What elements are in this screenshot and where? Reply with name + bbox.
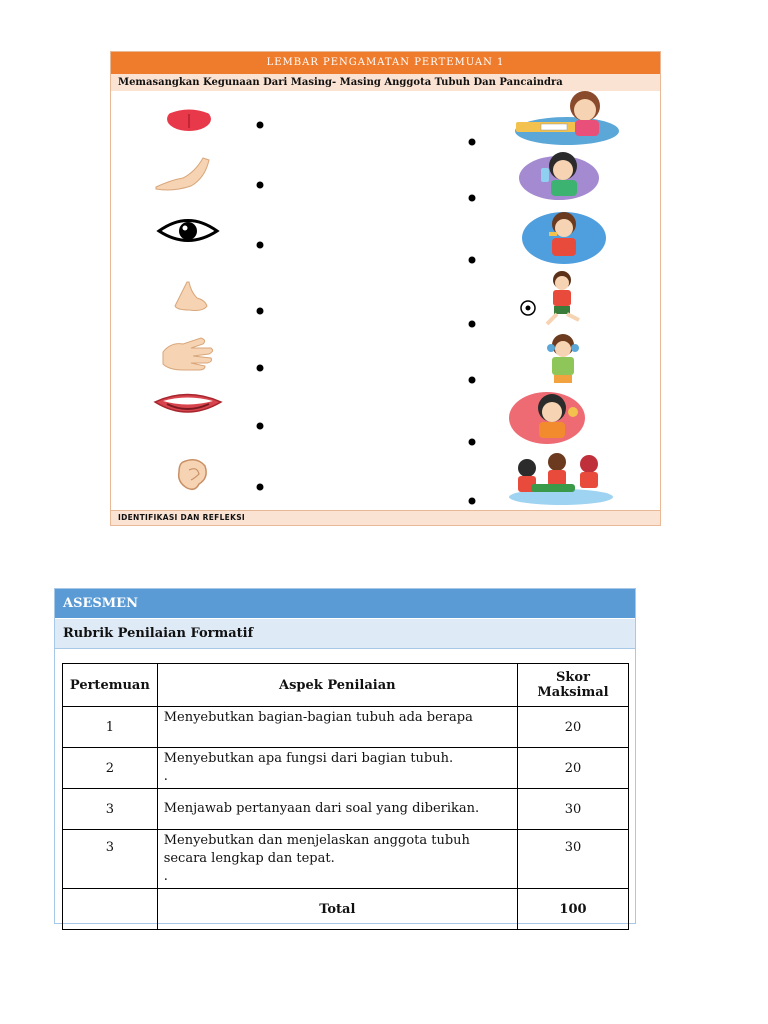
worksheet-title: LEMBAR PENGAMATAN PERTEMUAN 1 (111, 52, 660, 74)
observation-worksheet (110, 51, 661, 526)
worksheet-footer: IDENTIFIKASI DAN REFLEKSI (111, 510, 660, 525)
hand-icon (163, 338, 213, 370)
column-header-aspek: Aspek Penilaian (157, 664, 517, 707)
skor-header-line2: Maksimal (537, 685, 609, 700)
empty-cell (63, 889, 158, 930)
left-dot (257, 308, 264, 315)
matching-area (111, 52, 662, 527)
right-dot (469, 498, 476, 505)
leg-icon (156, 158, 209, 190)
aspek-text: Menyebutkan dan menjelaskan anggota tubuh secara lengkap dan tepat. (163, 833, 470, 866)
child-drinking-picture (519, 152, 599, 200)
child-kicking-ball-picture (521, 271, 579, 324)
child-writing-picture (515, 91, 619, 145)
assessment-section (54, 588, 636, 924)
mouth-icon (155, 395, 221, 413)
pertemuan-cell: 3 (63, 830, 158, 889)
table-row (63, 748, 629, 789)
assessment-header: ASESMEN (55, 589, 635, 618)
right-dot (469, 195, 476, 202)
table-row (63, 830, 629, 889)
left-dot (257, 122, 264, 129)
right-dot (469, 439, 476, 446)
aspek-extra: . (163, 769, 168, 784)
left-dot (257, 242, 264, 249)
pertemuan-cell: 1 (63, 707, 158, 748)
total-row (63, 889, 629, 930)
right-dot (469, 139, 476, 146)
child-eating-picture (522, 212, 606, 264)
total-label: Total (157, 889, 517, 930)
eye-icon (159, 221, 217, 241)
pertemuan-cell: 3 (63, 789, 158, 830)
table-row (63, 707, 629, 748)
girl-smelling-flower-picture (509, 392, 585, 444)
column-header-pertemuan: Pertemuan (63, 664, 158, 707)
ear-icon (179, 460, 206, 490)
aspek-text: Menjawab pertanyaan dari soal yang diberikan. (163, 801, 480, 816)
left-dot (257, 423, 264, 430)
aspek-cell (157, 707, 517, 748)
left-dots (257, 122, 264, 491)
aspek-extra: . (163, 869, 168, 884)
assessment-subheader: Rubrik Penilaian Formatif (55, 618, 635, 648)
spacer-row (55, 648, 635, 663)
aspek-cell (157, 789, 517, 830)
table-row (63, 789, 629, 830)
skor-cell: 30 (517, 789, 628, 830)
column-header-skor (517, 664, 628, 707)
aspek-text: Menyebutkan bagian-bagian tubuh ada berapa (163, 710, 473, 725)
aspek-cell (157, 830, 517, 889)
rubric-table (62, 663, 629, 930)
aspek-text: Menyebutkan apa fungsi dari bagian tubuh. (163, 751, 454, 766)
skor-cell: 20 (517, 707, 628, 748)
children-group-picture (509, 453, 613, 505)
left-dot (257, 365, 264, 372)
skor-cell: 30 (517, 830, 628, 889)
left-dot (257, 182, 264, 189)
aspek-cell (157, 748, 517, 789)
nose-icon (175, 282, 207, 311)
skor-header-line1: Skor (556, 670, 590, 685)
table-header-row (63, 664, 629, 707)
left-dot (257, 484, 264, 491)
tongue-icon (167, 107, 211, 131)
right-dot (469, 321, 476, 328)
total-value: 100 (517, 889, 628, 930)
child-listening-picture (547, 334, 579, 383)
right-dot (469, 257, 476, 264)
pertemuan-cell: 2 (63, 748, 158, 789)
right-dots (469, 139, 476, 505)
skor-cell: 20 (517, 748, 628, 789)
worksheet-subtitle: Memasangkan Kegunaan Dari Masing- Masing Anggota Tubuh Dan Pancaindra (111, 74, 660, 91)
right-dot (469, 377, 476, 384)
